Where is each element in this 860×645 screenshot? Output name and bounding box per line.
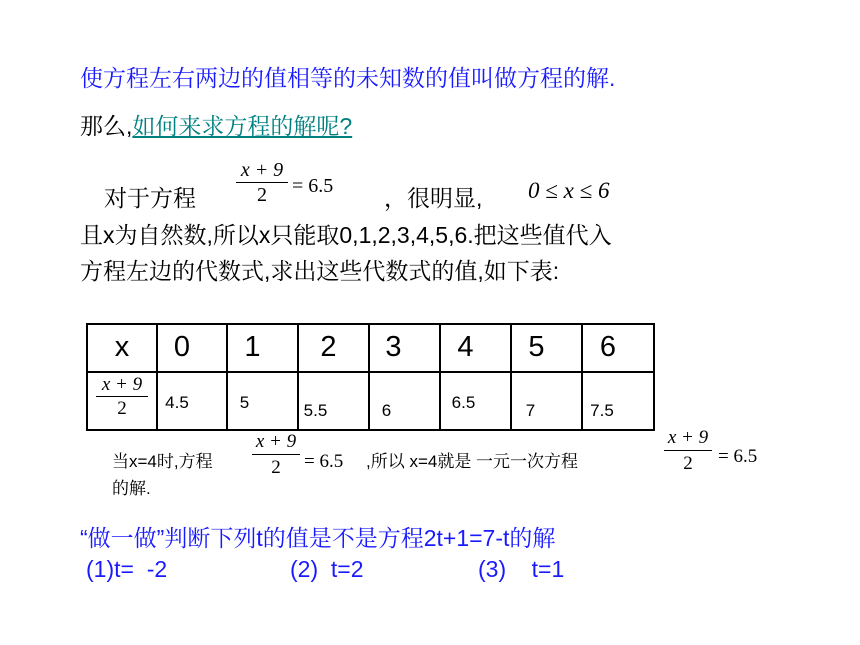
table-x-cell: 3 — [369, 324, 440, 372]
paragraph-line2: 且x为自然数,所以x只能取0,1,2,3,4,5,6.把这些值代入 — [80, 222, 612, 248]
table-x-cell: 6 — [582, 324, 654, 372]
table-value-cell: 6.5 — [440, 372, 511, 430]
table-x-cell: 4 — [440, 324, 511, 372]
table-value-cell: 6 — [369, 372, 440, 430]
conclusion-part3: 的解. — [112, 479, 151, 498]
exercise-item-2: (2) t=2 — [290, 556, 364, 582]
conclusion-rhs: = 6.5 — [304, 451, 344, 472]
paragraph-clarity: ，很明显, — [384, 185, 483, 211]
equation-rhs: = 6.5 — [292, 175, 334, 197]
exercise-title: “做一做”判断下列t的值是不是方程2t+1=7-t的解 — [80, 525, 556, 551]
question-line — [80, 108, 352, 141]
conclusion-rhs-2: = 6.5 — [718, 446, 758, 467]
fraction-numerator: x + 9 — [240, 159, 284, 181]
table-header-row — [87, 324, 654, 372]
table-header-label: x — [87, 324, 157, 372]
paragraph-line3: 方程左边的代数式,求出这些代数式的值,如下表: — [80, 258, 560, 284]
values-table — [86, 323, 655, 431]
conclusion-fraction: x + 9 2 — [252, 432, 300, 477]
table-value-cell: 7.5 — [582, 372, 654, 430]
exercise-item-3: (3) t=1 — [478, 556, 565, 582]
table-x-cell: 2 — [298, 324, 369, 372]
table-x-cell: 1 — [227, 324, 298, 372]
question-link[interactable]: 如何来求方程的解呢? — [132, 113, 353, 139]
table-value-cell: 5 — [227, 372, 298, 430]
table-row-label: x + 9 2 — [87, 372, 157, 430]
equation-fraction — [236, 160, 288, 205]
table-x-cell: 0 — [157, 324, 227, 372]
question-prefix: 那么, — [80, 113, 133, 139]
table-value-row — [87, 372, 654, 430]
table-value-cell: 4.5 — [157, 372, 227, 430]
conclusion-part1: 当x=4时,方程 — [112, 452, 213, 471]
fraction-denominator: 2 — [257, 184, 267, 206]
table-value-cell: 7 — [511, 372, 582, 430]
table-value-cell: 5.5 — [298, 372, 369, 430]
exercise-item-1: (1)t= -2 — [86, 556, 168, 582]
table-x-cell: 5 — [511, 324, 582, 372]
paragraph-lead: 对于方程 — [104, 185, 196, 211]
conclusion-part2: ,所以 x=4就是 一元一次方程 — [366, 452, 579, 471]
conclusion-fraction-2: x + 9 2 — [664, 428, 712, 473]
definition-text: 使方程左右两边的值相等的未知数的值叫做方程的解. — [80, 65, 616, 91]
inequality: 0 ≤ x ≤ 6 — [528, 178, 610, 203]
